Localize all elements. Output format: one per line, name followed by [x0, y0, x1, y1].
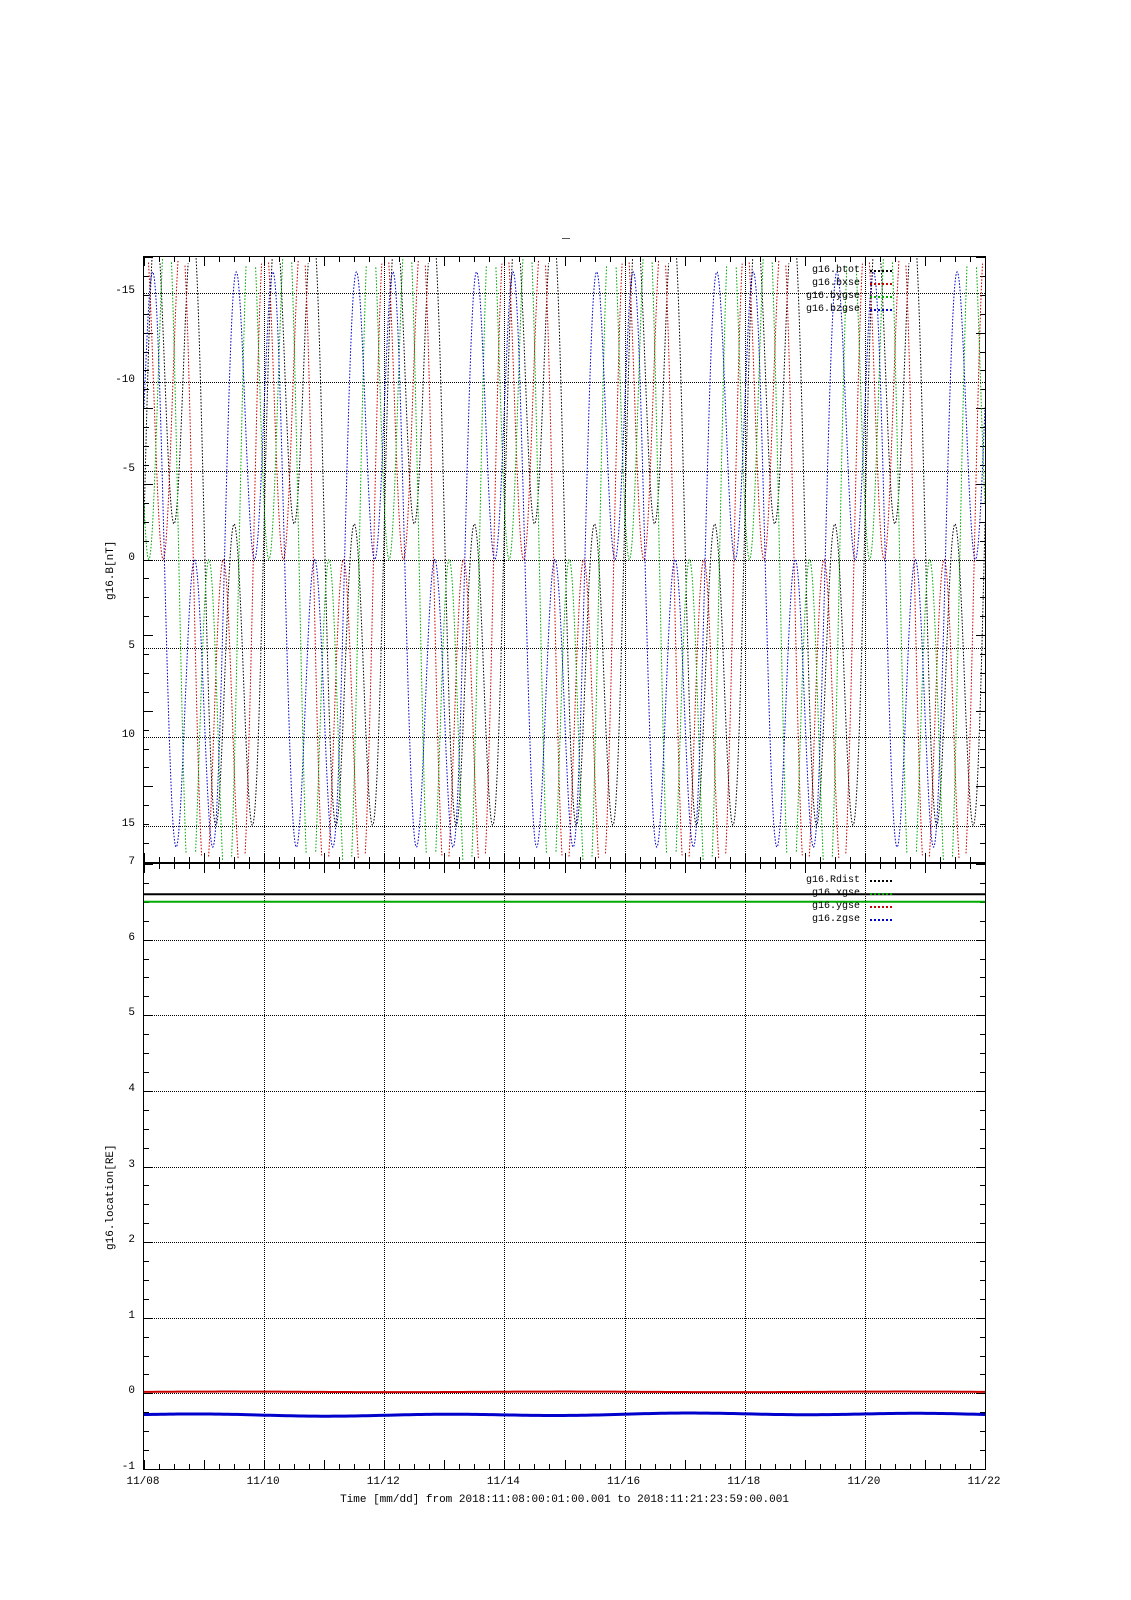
y-tick-label: 15	[121, 818, 135, 831]
y-tick-label: 5	[128, 640, 135, 653]
series-line-g16.btot	[520, 263, 548, 524]
legend-entry[interactable]	[806, 874, 892, 887]
legend-entry[interactable]	[806, 290, 892, 303]
y-tick-label: 0	[128, 1385, 135, 1398]
x-tick-label: 11/10	[246, 1476, 280, 1488]
x-tick-label: 11/22	[967, 1476, 1001, 1488]
x-tick-label: 11/12	[366, 1476, 400, 1488]
series-line-g16.btot	[677, 258, 753, 825]
bottom-y-axis-title: g16.location[RE]	[105, 1144, 117, 1250]
legend-color-swatch	[870, 919, 892, 921]
series-line-g16.btot	[797, 258, 873, 825]
series-line-g16.btot	[436, 258, 512, 825]
axis-tick	[985, 1460, 986, 1469]
series-line-g16.btot	[557, 258, 633, 825]
y-tick-label: 5	[128, 1007, 135, 1020]
axis-tick	[985, 257, 986, 266]
series-line-g16.btot	[641, 263, 669, 524]
series-line-g16.btot	[316, 258, 392, 825]
bottom-series-layer	[144, 864, 986, 1470]
y-tick-label: -1	[121, 1461, 135, 1473]
bottom-legend	[806, 874, 892, 926]
legend-color-swatch	[870, 296, 892, 298]
y-tick-label: 3	[128, 1158, 135, 1171]
series-line-g16.btot	[761, 263, 789, 524]
top-legend	[806, 264, 892, 316]
axis-tick	[985, 853, 986, 862]
legend-color-swatch	[870, 906, 892, 908]
x-tick-label: 11/16	[607, 1476, 641, 1488]
legend-color-swatch	[870, 893, 892, 895]
axis-tick	[976, 1469, 985, 1470]
series-line-g16.bxse	[689, 560, 719, 859]
series-line-g16.bxse	[149, 261, 179, 560]
series-line-g16.btot	[196, 258, 272, 825]
series-line-g16.btot	[144, 258, 152, 524]
y-tick-label: 0	[128, 551, 135, 564]
series-line-g16.bzgse	[144, 272, 985, 847]
legend-color-swatch	[870, 270, 892, 272]
y-tick-label: 1	[128, 1309, 135, 1322]
x-tick-label: 11/18	[727, 1476, 761, 1488]
legend-color-swatch	[870, 309, 892, 311]
top-y-axis-title: g16.B[nT]	[105, 540, 117, 600]
legend-entry[interactable]	[806, 900, 892, 913]
title-dash	[562, 238, 570, 239]
location-plot-panel[interactable]	[143, 863, 986, 1470]
series-line-g16.btot	[280, 263, 308, 524]
series-line-g16.bygse	[256, 258, 283, 559]
legend-entry[interactable]	[806, 913, 892, 926]
series-line-g16.btot	[400, 263, 428, 524]
axis-tick	[144, 1469, 153, 1470]
y-tick-label: 4	[128, 1082, 135, 1095]
series-line-g16.bxse	[269, 261, 299, 560]
legend-label: g16.zgse	[812, 914, 861, 925]
legend-entry[interactable]	[806, 887, 892, 900]
x-tick-label: 11/08	[126, 1476, 160, 1488]
legend-label: g16.xgse	[812, 888, 861, 899]
series-line-g16.zgse	[144, 1413, 985, 1416]
series-line-g16.bxse	[389, 261, 419, 560]
y-tick-label: 6	[128, 931, 135, 944]
y-tick-label: 7	[128, 856, 135, 868]
magnetic-field-plot-panel[interactable]	[143, 256, 986, 863]
y-tick-label: -5	[121, 462, 135, 475]
legend-label: g16.btot	[812, 265, 861, 276]
series-line-g16.btot	[160, 263, 188, 524]
series-line-g16.ygse	[144, 1392, 985, 1393]
legend-entry[interactable]	[806, 303, 892, 316]
series-line-g16.bxse	[569, 560, 599, 859]
top-series-layer	[144, 257, 986, 863]
legend-label: g16.bxse	[812, 278, 861, 289]
y-tick-label: -15	[115, 284, 135, 297]
x-tick-label: 11/14	[486, 1476, 520, 1488]
series-line-g16.bygse	[376, 258, 403, 559]
y-tick-label: 10	[121, 729, 135, 742]
legend-label: g16.Rdist	[806, 875, 861, 886]
legend-label: g16.bygse	[806, 291, 861, 302]
legend-entry[interactable]	[806, 277, 892, 290]
legend-color-swatch	[870, 283, 892, 285]
legend-label: g16.ygse	[812, 901, 861, 912]
y-tick-label: -10	[115, 373, 135, 386]
series-line-g16.bxse	[449, 560, 479, 859]
x-tick-label: 11/20	[847, 1476, 881, 1488]
legend-color-swatch	[870, 880, 892, 882]
x-axis-title: Time [mm/dd] from 2018:11:08:00:01:00.001 to 2018:11:21:23:59:00.001	[340, 1494, 789, 1506]
series-line-g16.bygse	[144, 258, 163, 559]
legend-entry[interactable]	[806, 264, 892, 277]
axis-tick	[985, 864, 986, 873]
legend-label: g16.bzgse	[806, 304, 861, 315]
y-tick-label: 2	[128, 1234, 135, 1247]
